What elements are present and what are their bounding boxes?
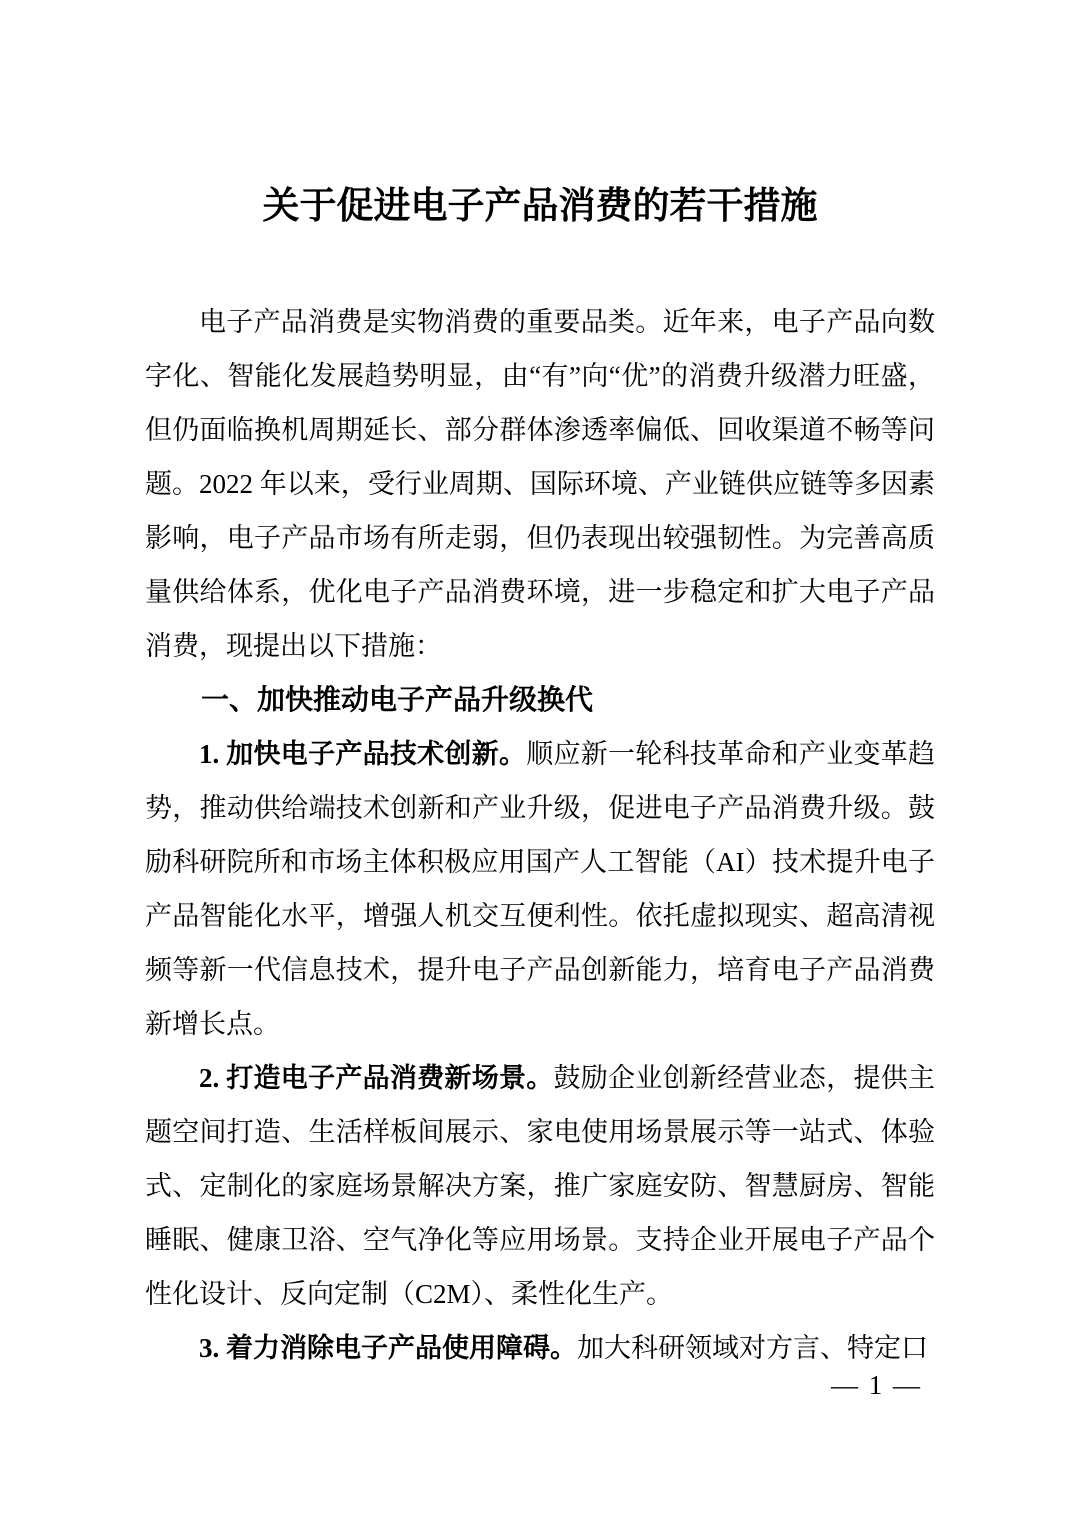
policy-item-3 [145, 1321, 935, 1375]
policy-item-3-body: 加大科研领域对方言、特定口 [577, 1333, 928, 1363]
document-body [145, 183, 935, 1375]
policy-item-1-lead: 1. 加快电子产品技术创新。 [199, 739, 527, 769]
intro-paragraph: 电子产品消费是实物消费的重要品类。近年来，电子产品向数字化、智能化发展趋势明显，由“有”向“优”的消费升级潜力旺盛，但仍面临换机周期延长、部分群体渗透率偏低、回收渠道不畅等问题。2022 年以来，受行业周期、国际环境、产业链供应链等多因素影响，电子产品市场有所走弱，但仍表现出较强韧性。为完善高质量供给体系，优化电子产品消费环境，进一步稳定和扩大电子产品消费，现提出以下措施： [145, 307, 935, 661]
policy-item-3-lead: 3. 着力消除电子产品使用障碍。 [199, 1333, 577, 1363]
section-1-heading: 一、加快推动电子产品升级换代 [201, 684, 594, 715]
document-title: 关于促进电子产品消费的若干措施 [262, 186, 818, 227]
policy-item-2-lead: 2. 打造电子产品消费新场景。 [199, 1063, 554, 1093]
policy-item-2 [145, 1051, 935, 1321]
policy-item-2-body: 鼓励企业创新经营业态，提供主题空间打造、生活样板间展示、家电使用场景展示等一站式、体验式、定制化的家庭场景解决方案，推广家庭安防、智慧厨房、智能睡眠、健康卫浴、空气净化等应用场景。支持企业开展电子产品个性化设计、反向定制（C2M）、柔性化生产。 [145, 1063, 935, 1309]
policy-item-1-body: 顺应新一轮科技革命和产业变革趋势，推动供给端技术创新和产业升级，促进电子产品消费升级。鼓励科研院所和市场主体积极应用国产人工智能（AI）技术提升电子产品智能化水平，增强人机交互便利性。依托虚拟现实、超高清视频等新一代信息技术，提升电子产品创新能力，培育电子产品消费新增长点。 [145, 739, 936, 1039]
page-number: — 1 — [831, 1370, 922, 1400]
policy-item-1 [145, 727, 935, 1051]
